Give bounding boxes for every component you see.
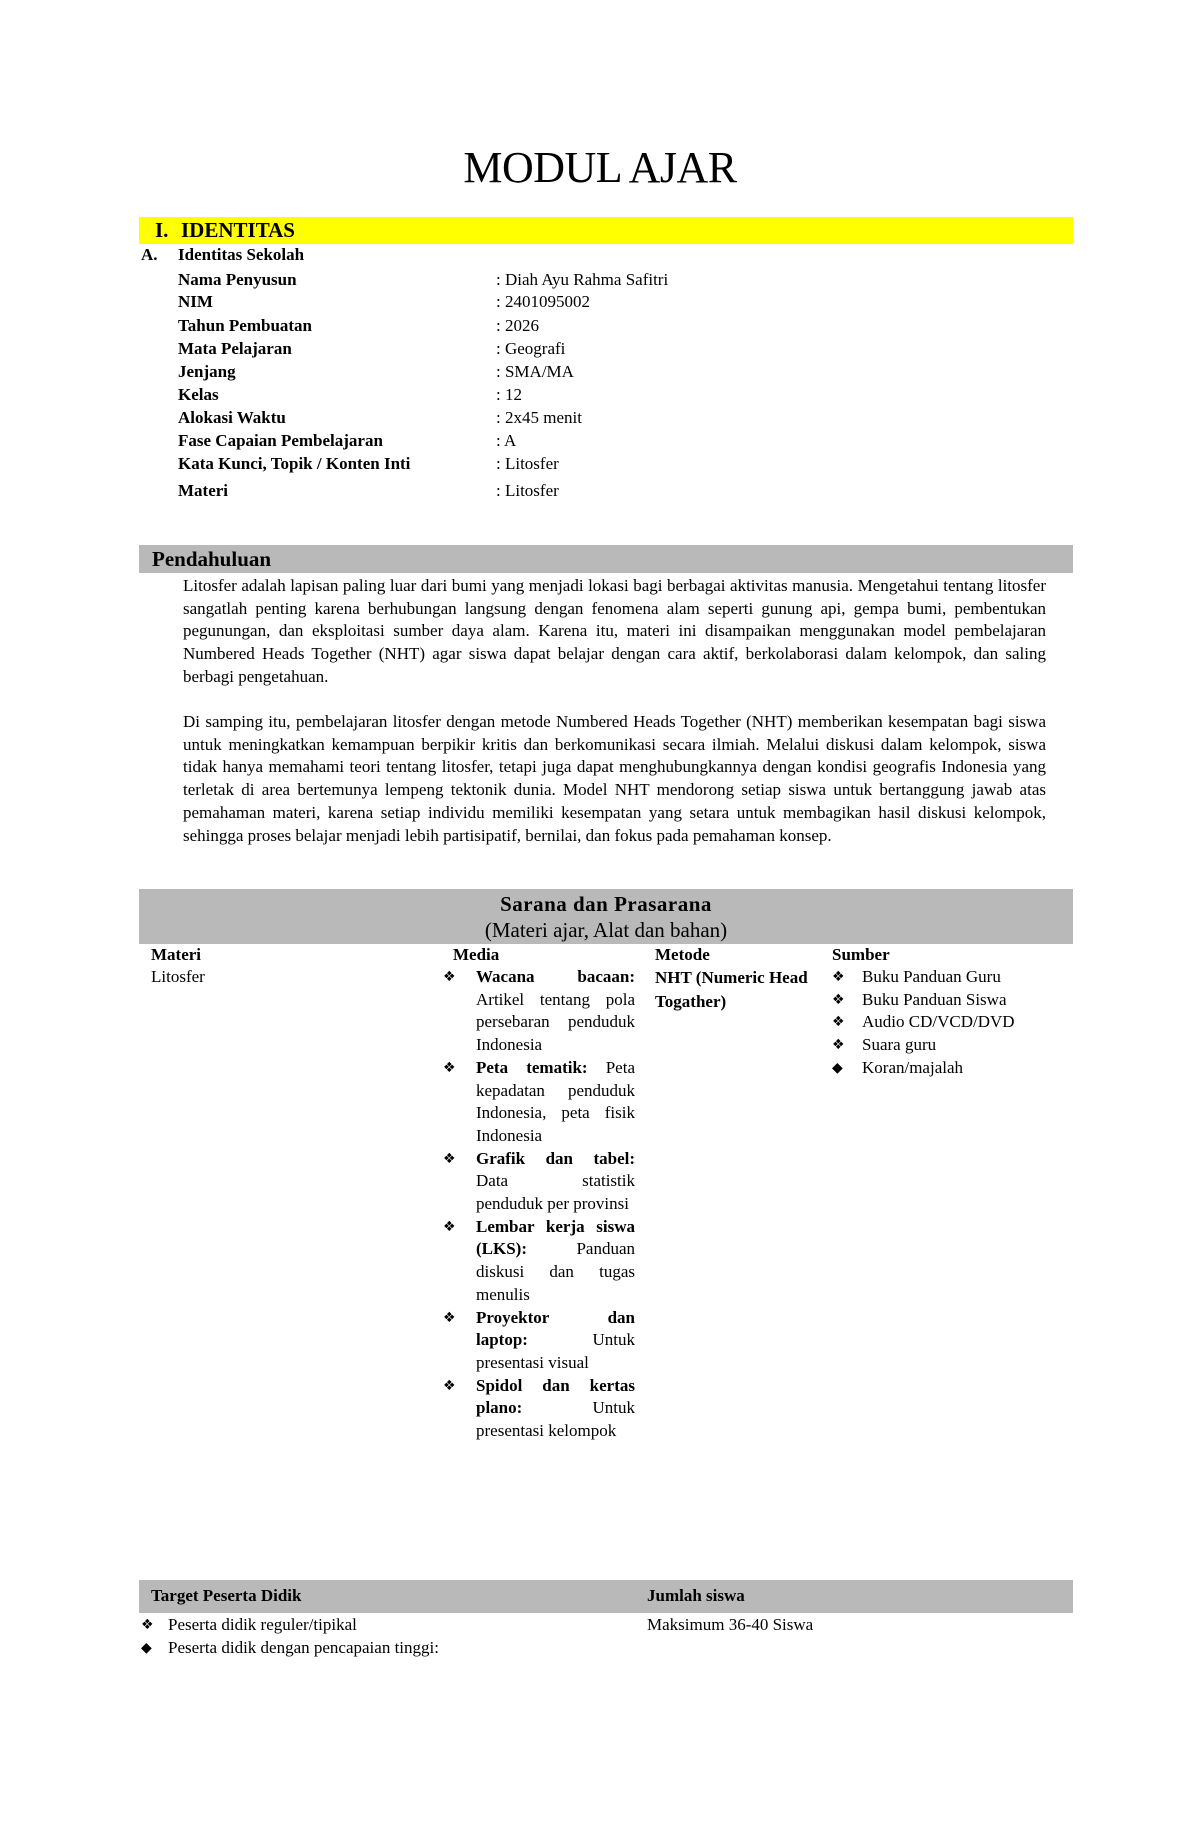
identity-row	[178, 430, 1038, 453]
identity-value: : Litosfer	[496, 481, 559, 500]
pendahuluan-header	[139, 545, 1073, 573]
sumber-text: Buku Panduan Guru	[862, 967, 1001, 986]
list-item	[832, 1011, 1062, 1034]
identity-label: Mata Pelajaran	[178, 339, 292, 358]
column-header-materi: Materi	[151, 945, 202, 964]
identity-value: : Litosfer	[496, 454, 559, 473]
identity-value: : 2026	[496, 316, 539, 335]
subsection-title: Identitas Sekolah	[178, 245, 305, 264]
list-item	[832, 1034, 1062, 1057]
sarana-header	[139, 889, 1073, 944]
diamond-bullet-icon: ❖	[443, 1150, 456, 1167]
identity-value: : Diah Ayu Rahma Safitri	[496, 270, 669, 289]
column-header-media: Media	[453, 945, 500, 964]
solid-diamond-icon: ◆	[141, 1639, 152, 1656]
identity-label: Kata Kunci, Topik / Konten Inti	[178, 454, 411, 473]
identity-label: Jenjang	[178, 362, 236, 381]
media-text: Artikel tentang pola persebaran penduduk Indonesia	[476, 989, 635, 1055]
list-item	[443, 1375, 635, 1443]
pendahuluan-paragraph-2: Di samping itu, pembelajaran litosfer dengan metode Numbered Heads Together (NHT) memberikan kesempatan bagi siswa untuk meningkatkan kemampuan berpikir kritis dan berkomunikasi secara ilmiah. Melalui diskusi dalam kelompok, siswa tidak hanya memahami teori tentang litosfer, tetapi juga dapat menghubungkannya dengan kondisi geografis Indonesia yang terletak di area bertemunya lempeng tektonik dunia. Model NHT mendorong setiap siswa untuk bertanggung jawab atas pemahaman materi, karena setiap individu memiliki kesempatan yang setara untuk membagikan hasil diskusi kelompok, sehingga proses belajar menjadi lebih partisipatif, bernilai, dan fokus pada pemahaman konsep.	[183, 712, 1046, 845]
identity-label: Alokasi Waktu	[178, 408, 286, 427]
list-item	[443, 1307, 635, 1375]
identity-row	[178, 361, 1038, 384]
materi-value: Litosfer	[151, 967, 205, 986]
subsection-letter: A.	[141, 245, 158, 264]
section-title: IDENTITAS	[181, 218, 295, 242]
media-key: Spidol dan kertas plano:	[476, 1375, 635, 1418]
target-list	[141, 1614, 641, 1659]
diamond-bullet-icon: ❖	[443, 1377, 456, 1394]
media-list	[443, 966, 635, 1443]
list-item	[141, 1637, 641, 1660]
identity-row	[178, 291, 1038, 314]
section-identitas-header	[139, 217, 1073, 244]
list-item	[443, 1216, 635, 1307]
sumber-text: Buku Panduan Siswa	[862, 989, 1007, 1009]
identity-label: Materi	[178, 481, 229, 500]
identity-label: Nama Penyusun	[178, 270, 297, 289]
target-text: Peserta didik dengan pencapaian tinggi:	[168, 1637, 439, 1657]
diamond-bullet-icon: ❖	[832, 991, 845, 1008]
column-header-sumber: Sumber	[832, 945, 890, 964]
diamond-bullet-icon: ❖	[443, 1059, 456, 1076]
sarana-title: Sarana dan Prasarana	[500, 892, 712, 916]
identity-row	[178, 384, 1038, 407]
diamond-bullet-icon: ❖	[443, 969, 456, 985]
list-item	[832, 989, 1062, 1012]
identity-value: : 2401095002	[496, 292, 590, 311]
diamond-bullet-icon: ❖	[443, 1218, 456, 1235]
diamond-bullet-icon: ❖	[832, 1037, 845, 1054]
diamond-bullet-icon: ❖	[141, 1617, 154, 1633]
metode-value: NHT (Numeric Head Togather)	[655, 968, 808, 1011]
diamond-bullet-icon: ❖	[443, 1309, 456, 1326]
diamond-bullet-icon: ❖	[832, 1014, 845, 1031]
identity-label: Fase Capaian Pembelajaran	[178, 431, 383, 450]
sumber-text: Suara guru	[862, 1035, 937, 1055]
pendahuluan-paragraph-1: Litosfer adalah lapisan paling luar dari bumi yang menjadi lokasi bagi berbagai aktivitas manusia. Mengetahui tentang litosfer sangatlah penting karena berhubungan langsung dengan fenomena alam seperti gunung api, gempa bumi, pembentukan pegunungan, dan eksploitasi sumber daya alam. Karena itu, materi ini disampaikan menggunakan model pembelajaran Numbered Heads Together (NHT) agar siswa dapat belajar dengan cara aktif, berkolaborasi dalam kelompok, dan saling berbagi pengetahuan.	[183, 576, 1046, 686]
target-title: Target Peserta Didik	[151, 1586, 302, 1605]
media-key: Wacana bacaan:	[476, 967, 635, 986]
identity-label: NIM	[178, 292, 213, 311]
sumber-text: Audio CD/VCD/DVD	[862, 1012, 1015, 1032]
list-item	[443, 1057, 635, 1148]
pendahuluan-title: Pendahuluan	[152, 547, 272, 571]
list-item	[141, 1614, 641, 1637]
media-key: Lembar kerja siswa (LKS):	[476, 1216, 635, 1259]
media-text: Untuk presentasi visual	[476, 1330, 635, 1372]
identity-label: Kelas	[178, 385, 219, 404]
target-text: Peserta didik reguler/tipikal	[168, 1615, 357, 1634]
media-text: Peta kepadatan penduduk Indonesia, peta fisik Indonesia	[476, 1057, 635, 1145]
page-title: MODUL AJAR	[463, 143, 737, 192]
column-header-metode: Metode	[655, 945, 710, 964]
sarana-subtitle: (Materi ajar, Alat dan bahan)	[484, 918, 728, 942]
list-item	[443, 966, 635, 1057]
solid-diamond-icon: ◆	[832, 1059, 843, 1076]
media-key: Proyektor dan laptop:	[476, 1307, 635, 1350]
section-number: I.	[155, 218, 169, 242]
media-key: Grafik dan tabel:	[476, 1148, 635, 1168]
sumber-text: Koran/majalah	[862, 1057, 964, 1077]
identity-row	[178, 269, 1038, 292]
identity-value: : 2x45 menit	[496, 408, 582, 427]
list-item	[443, 1148, 635, 1216]
jumlah-title: Jumlah siswa	[647, 1586, 745, 1605]
identity-row	[178, 480, 1038, 503]
list-item	[832, 1057, 1062, 1080]
identity-value: : A	[496, 431, 517, 450]
identity-label: Tahun Pembuatan	[178, 316, 313, 335]
identity-value: : 12	[496, 385, 522, 404]
sumber-list	[832, 966, 1062, 1080]
identity-value: : Geografi	[496, 339, 566, 358]
identity-row	[178, 315, 1038, 338]
identity-row	[178, 338, 1038, 361]
jumlah-value: Maksimum 36-40 Siswa	[647, 1615, 814, 1634]
media-text: Data statistik penduduk per provinsi	[476, 1171, 635, 1214]
identity-value: : SMA/MA	[496, 362, 574, 381]
media-text: Panduan diskusi dan tugas menulis	[476, 1239, 635, 1304]
media-text: Untuk presentasi kelompok	[476, 1398, 635, 1441]
diamond-bullet-icon: ❖	[832, 969, 845, 985]
target-header	[139, 1580, 1073, 1613]
identity-row	[178, 453, 1038, 476]
list-item	[832, 966, 1062, 989]
identity-row	[178, 407, 1038, 430]
media-key: Peta tematik:	[476, 1057, 588, 1077]
